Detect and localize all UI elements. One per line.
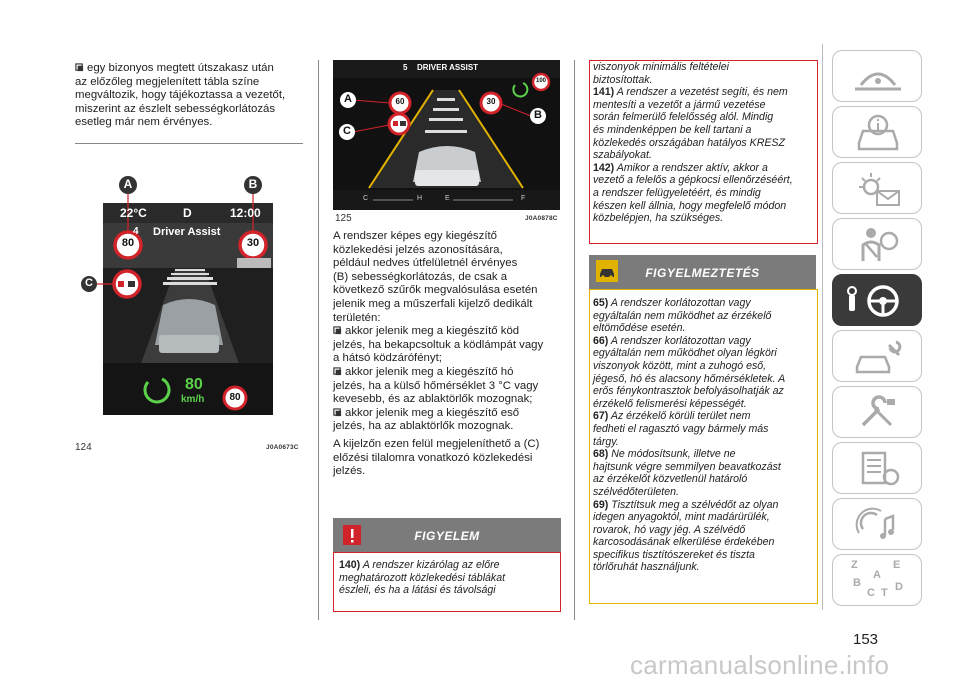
- sidebar-divider: [822, 44, 823, 610]
- callout-c: C: [85, 277, 93, 289]
- sidebar-item-info[interactable]: [832, 106, 922, 158]
- caution-number: 68): [593, 448, 609, 461]
- wrench-car-icon: [833, 331, 923, 383]
- bullet-icon: [333, 326, 342, 335]
- warning-line: és mindenképpen be kell tartani a: [593, 123, 752, 136]
- caution-title: FIGYELMEZTETÉS: [645, 266, 760, 280]
- continued-warning-text: [593, 61, 815, 225]
- gauge-label-e: E: [445, 195, 450, 202]
- caution-number: 69): [593, 498, 609, 511]
- warning-number: 140): [339, 559, 361, 571]
- gauge-label-h: H: [417, 195, 423, 202]
- sidebar-item-safety[interactable]: [832, 218, 922, 270]
- light-mail-icon: [833, 163, 923, 215]
- caution-line: eltömődése esetén.: [593, 322, 686, 335]
- warning-line: Amikor a rendszer aktív, akkor a: [616, 161, 768, 174]
- cluster-menu-title: Driver Assist: [153, 226, 221, 238]
- bullet-line: jelzés, ha az ablaktörlők mozognak.: [333, 420, 514, 433]
- paragraph-line: (B) sebességkorlátozás, de csak a: [333, 270, 508, 283]
- sidebar-item-emergency[interactable]: [832, 330, 922, 382]
- seatbelt-airbag-icon: [833, 219, 923, 271]
- column-divider-1: [318, 60, 319, 620]
- paragraph-line: jelzés.: [333, 465, 366, 478]
- intro-line: az előzőleg megjelenített tábla színe: [75, 75, 260, 88]
- index-letter: Z: [851, 559, 858, 571]
- figure-top-rule: [75, 143, 303, 144]
- paragraph-line: például nedves útfelületnél érvényes: [333, 257, 518, 270]
- bullet-line: akkor jelenik meg a kiegészítő eső: [345, 406, 520, 419]
- caution-band: [589, 255, 816, 289]
- gauge-label-f: F: [521, 195, 526, 202]
- detection-paragraph: [333, 230, 568, 479]
- bullet-line: akkor jelenik meg a kiegészítő hó: [345, 365, 514, 378]
- sign-bottom-value: 80: [229, 392, 241, 403]
- bullet-item: [333, 325, 568, 339]
- callout-b: B: [248, 177, 258, 191]
- index-letter: A: [873, 569, 881, 581]
- caution-line: Ne módosítsunk, illetve ne: [611, 448, 736, 461]
- caution-line: idegen anyagoktól, mint madárürülék,: [593, 511, 770, 524]
- cluster-time: 12:00: [230, 206, 261, 220]
- bullet-icon: [333, 367, 342, 376]
- intro-line: miszerint az észlelt sebességkorlátozás: [75, 102, 276, 115]
- bullet-line: kevesebb, és az ablaktörlők mozognak;: [333, 393, 533, 406]
- column-divider-2: [574, 60, 575, 620]
- paragraph-line: A kijelzőn ezen felül megjeleníthető a (C): [333, 437, 540, 450]
- paragraph-line: közlekedési jelzés azonosítására,: [333, 243, 503, 256]
- index-letter: B: [853, 577, 861, 589]
- figure-124: [75, 170, 303, 420]
- bullet-icon: [75, 63, 84, 72]
- cluster-temperature: 22°C: [120, 206, 147, 220]
- warning-line: során felmerülő felelősség alól. Mindig: [593, 111, 774, 124]
- caution-line: fedheti el ragasztó vagy bármely más: [593, 422, 769, 435]
- cluster-menu-number: 4: [133, 226, 139, 237]
- driver-assist-display-illustration: [333, 60, 560, 210]
- caution-line: törlőruhát használjunk.: [593, 561, 700, 574]
- warning-number: 141): [593, 86, 615, 99]
- caution-line: karcosodásának elkerülése érdekében: [593, 536, 775, 549]
- figure-125-number: 125: [335, 213, 352, 224]
- dashboard-car-icon: [833, 51, 923, 103]
- sign-top-value: 100: [535, 78, 546, 84]
- sidebar-item-driving[interactable]: [832, 274, 922, 326]
- sidebar-item-technical[interactable]: [832, 442, 922, 494]
- figure-124-code: J0A0673C: [266, 444, 299, 451]
- caution-line: A rendszer korlátozottan vagy: [610, 297, 751, 309]
- caution-text: [593, 297, 815, 574]
- callout-c: C: [343, 125, 351, 137]
- cluster-gear: D: [183, 206, 192, 220]
- paragraph-line: következő szűrők megvalósulása esetén: [333, 284, 538, 297]
- index-letter: D: [895, 581, 903, 593]
- sidebar-item-dashboard[interactable]: [832, 50, 922, 102]
- callout-b: B: [534, 109, 542, 121]
- caution-line: specifikus tisztítószereket és tiszta: [593, 548, 755, 561]
- page-number: 153: [853, 631, 879, 648]
- caution-line: jégeső, hó és alacsony hőmérsékletek. A: [593, 372, 786, 385]
- intro-line: egy bizonyos megtett útszakasz után: [87, 62, 274, 74]
- callout-a: A: [344, 93, 352, 105]
- paragraph-line: területén:: [333, 311, 381, 324]
- tools-icon: [833, 387, 923, 439]
- sidebar-item-lights[interactable]: [832, 162, 922, 214]
- caution-number: 66): [593, 334, 609, 347]
- warning-line: közlekedés országában hatályos KRESZ: [593, 136, 785, 149]
- sign-left-value: 80: [121, 237, 135, 249]
- bullet-line: jelzés, ha bekapcsoltuk a ködlámpát vagy: [333, 338, 544, 351]
- caution-line: Az érzékelő körüli terület nem: [610, 410, 751, 423]
- caution-line: viszonyok között, mint a zuhogó eső,: [593, 359, 767, 372]
- bullet-item: [333, 407, 568, 421]
- warning-line: észleli, és ha a látási és távolsági: [339, 584, 496, 597]
- caution-line: hajtsunk végre semmilyen beavatkozást: [593, 460, 781, 473]
- caution-line: az érzékelőt közvetlenül határoló: [593, 473, 748, 486]
- caution-line: rovarok, hó vagy jég. A szélvédő: [593, 523, 746, 536]
- warning-band: [333, 518, 561, 552]
- bullet-icon: [333, 408, 342, 417]
- display-menu-number: 5: [403, 63, 408, 72]
- cluster-speed-unit: km/h: [181, 394, 205, 405]
- figure-125-code: J0A0878C: [525, 215, 558, 222]
- caution-line: érzékelő felismerési képességét.: [593, 397, 747, 410]
- intro-line: megváltozik, hogy tájékoztassa a vezetőt,: [75, 89, 286, 102]
- bullet-line: jelzés, ha a külső hőmérséklet 3 °C vagy: [333, 379, 539, 392]
- caution-line: A rendszer korlátozottan vagy: [610, 334, 751, 347]
- display-menu-title: DRIVER ASSIST: [417, 63, 479, 72]
- warning-text: [339, 559, 557, 597]
- warning-line: A rendszer kizárólag az előre: [362, 559, 500, 571]
- key-steering-wheel-icon: [833, 275, 923, 327]
- caution-number: 67): [593, 410, 609, 423]
- warning-number: 142): [593, 161, 615, 174]
- warning-line: közbelépjen, ha szükséges.: [593, 212, 724, 225]
- media-phone-icon: [833, 499, 923, 551]
- settings-list-icon: [833, 443, 923, 495]
- gauge-label-c: C: [363, 195, 369, 202]
- caution-line: erős fénykontrasztok befolyásolhatják az: [593, 385, 784, 398]
- sidebar-item-maintenance[interactable]: [832, 386, 922, 438]
- sign-right-value: 30: [246, 237, 260, 249]
- intro-paragraph: [75, 62, 315, 130]
- caution-line: szélvédőterületen.: [593, 485, 679, 498]
- index-letter: T: [881, 587, 888, 599]
- warning-line: szabályokat.: [593, 149, 652, 162]
- info-car-icon: [833, 107, 923, 159]
- caution-line: egyáltalán nem működhet olyan légköri: [593, 347, 777, 360]
- warning-line: a rendszer felügyeletéért, és mindig: [593, 186, 761, 199]
- callout-a: A: [123, 177, 133, 191]
- bullet-item: [333, 366, 568, 380]
- warning-line: vezető a felelős a gépkocsi ellenőrzéséért,: [593, 174, 793, 187]
- warning-title: FIGYELEM: [414, 529, 480, 543]
- warning-line: A rendszer a vezetést segíti, és nem: [616, 86, 788, 99]
- cluster-speed: 80: [185, 376, 203, 393]
- warning-line: készen kell állnia, hogy megfelelő módon: [593, 199, 787, 212]
- warning-line: biztosítottak.: [593, 73, 653, 86]
- index-letter: C: [867, 587, 875, 599]
- caution-line: Tisztítsuk meg a szélvédőt az olyan: [611, 498, 779, 511]
- sidebar-item-multimedia[interactable]: [832, 498, 922, 550]
- bullet-line: akkor jelenik meg a kiegészítő köd: [345, 325, 520, 338]
- watermark: carmanualsonline.info: [630, 650, 890, 680]
- paragraph-line: A rendszer képes egy kiegészítő: [333, 230, 497, 242]
- caution-line: tárgy.: [593, 435, 619, 448]
- sign-b-value: 30: [486, 97, 496, 106]
- bullet-line: a hátsó ködzárófényt;: [333, 352, 442, 365]
- paragraph-line: előzési tilalomra vonatkozó közlekedési: [333, 451, 533, 464]
- figure-124-number: 124: [75, 442, 92, 453]
- sign-a-value: 60: [395, 97, 405, 106]
- sidebar-item-index[interactable]: [832, 554, 922, 606]
- warning-line: meghatározott közlekedési táblákat: [339, 571, 506, 584]
- figure-125: [333, 60, 560, 210]
- caution-line: egyáltalán nem működhet az érzékelő: [593, 309, 772, 322]
- warning-line: viszonyok minimális feltételei: [593, 61, 730, 73]
- paragraph-line: jelenik meg a műszerfali kijelző dedikált: [333, 297, 533, 310]
- index-letter: E: [893, 559, 901, 571]
- caution-number: 65): [593, 297, 609, 309]
- warning-line: mentesíti a vezetőt a jármű vezetése: [593, 98, 766, 111]
- intro-line: esetleg már nem érvényes.: [75, 116, 213, 129]
